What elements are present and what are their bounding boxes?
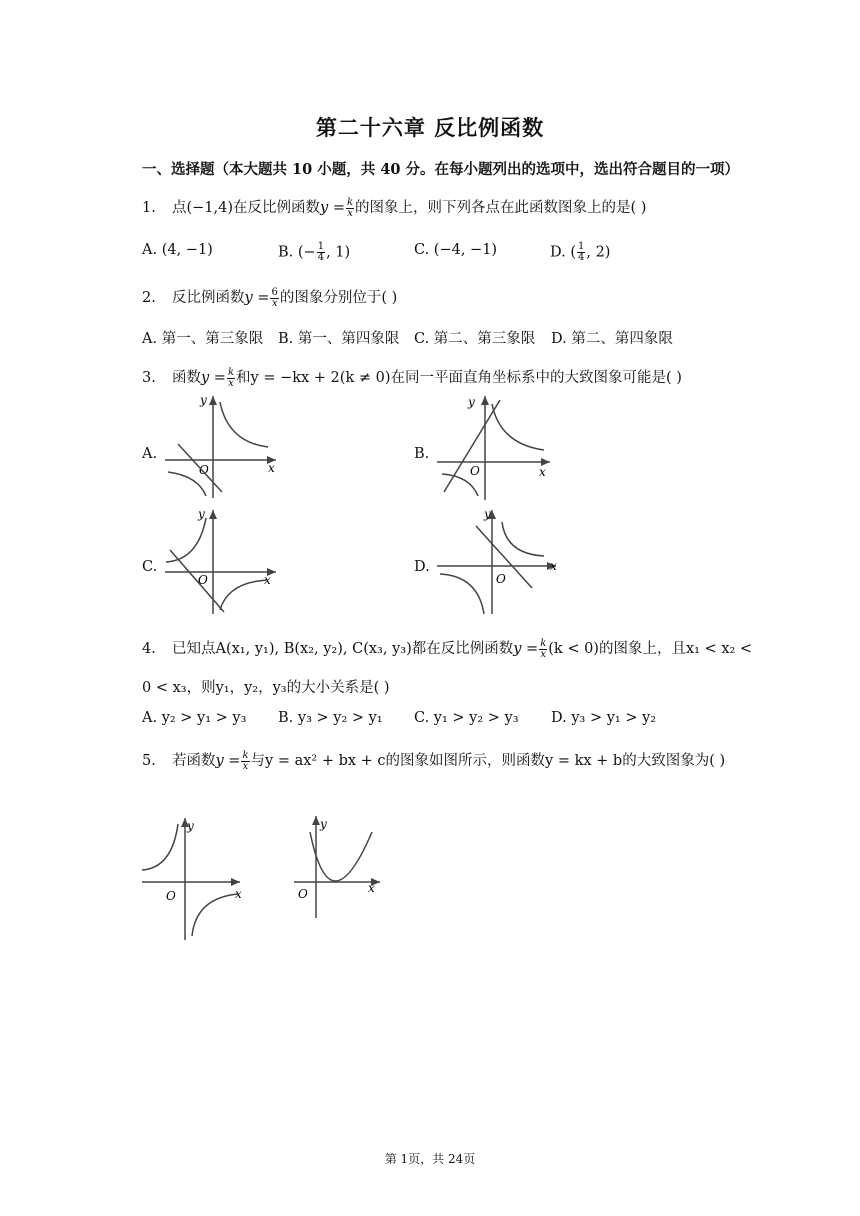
- option-c[interactable]: C. y₁ > y₂ > y₃: [414, 710, 519, 726]
- y-axis-label: y: [187, 819, 194, 833]
- y-axis-label: y: [468, 395, 475, 409]
- question-2: 2. 反比例函数y = $\frac{6}{x}$ 的图象分别位于( ): [142, 286, 398, 309]
- option-d[interactable]: D. ( $\frac{1}{4}$ , 2): [550, 241, 611, 263]
- fraction-k-over-x: $\frac{k}{x}$: [242, 749, 249, 772]
- option-d[interactable]: D. 第二、第四象限: [551, 331, 673, 347]
- y-axis-label: y: [200, 393, 207, 407]
- question-number: 4.: [142, 641, 156, 657]
- y-axis-label: y: [484, 507, 491, 521]
- x-axis-label: x: [264, 573, 271, 587]
- fraction-k-over-x: $\frac{k}{x}$: [227, 366, 235, 389]
- origin-label: O: [470, 464, 480, 478]
- question-4: 4. 已知点A(x₁, y₁), B(x₂, y₂), C(x₃, y₃)都在反比例函数y = $\frac{k}{x}$ (k < 0)的图象上，且x₁ < x₂ <: [142, 637, 753, 660]
- option-a[interactable]: A. y₂ > y₁ > y₃: [142, 710, 247, 726]
- fraction-k-over-x: $\frac{k}{x}$: [346, 196, 354, 219]
- option-a-label[interactable]: A.: [142, 446, 158, 462]
- question-number: 1.: [142, 200, 156, 216]
- page-title: 第二十六章 反比例函数: [315, 115, 545, 140]
- option-c[interactable]: C. (−4, −1): [414, 242, 498, 258]
- origin-label: O: [198, 573, 208, 587]
- graph-option-c[interactable]: [160, 506, 280, 616]
- section-heading: 一、选择题（本大题共 10 小题，共 40 分。在每小题列出的选项中，选出符合题目的一项）: [142, 161, 740, 178]
- formula-y: y =: [320, 200, 345, 216]
- option-b[interactable]: B. (− $\frac{1}{4}$ , 1): [278, 241, 351, 263]
- option-d[interactable]: D. y₃ > y₁ > y₂: [551, 710, 657, 726]
- graph-option-d[interactable]: [432, 506, 562, 616]
- option-d-label[interactable]: D.: [414, 559, 430, 575]
- option-a[interactable]: A. (4, −1): [142, 242, 213, 258]
- x-axis-label: x: [539, 465, 546, 479]
- option-b-label[interactable]: B.: [414, 446, 430, 462]
- x-axis-label: x: [268, 461, 275, 475]
- graph-reciprocal-function: [138, 812, 250, 942]
- fraction-six-over-x: $\frac{6}{x}$: [271, 286, 278, 309]
- x-axis-label: x: [368, 881, 375, 895]
- question-4-continued: 0 < x₃，则y₁，y₂，y₃的大小关系是( ): [142, 680, 390, 696]
- question-3: 3. 函数y = $\frac{k}{x}$ 和y = −kx + 2(k ≠ 0)在同一平面直角坐标系中的大致图象可能是( ): [142, 366, 682, 389]
- option-a[interactable]: A. 第一、第三象限: [142, 331, 264, 347]
- question-number: 3.: [142, 370, 156, 386]
- origin-label: O: [298, 887, 308, 901]
- origin-label: O: [199, 463, 209, 477]
- option-c[interactable]: C. 第二、第三象限: [414, 331, 536, 347]
- graph-parabola: [290, 812, 390, 922]
- origin-label: O: [496, 572, 506, 586]
- option-b[interactable]: B. y₃ > y₂ > y₁: [278, 710, 383, 726]
- origin-label: O: [166, 889, 176, 903]
- option-b[interactable]: B. 第一、第四象限: [278, 331, 400, 347]
- y-axis-label: y: [198, 507, 205, 521]
- page-footer: 第 1页，共 24页: [384, 1152, 476, 1166]
- question-text: 点(−1,4)在反比例函数: [172, 200, 321, 216]
- x-axis-label: x: [235, 887, 242, 901]
- option-c-label[interactable]: C.: [142, 559, 158, 575]
- graph-option-b[interactable]: [432, 392, 556, 502]
- question-text: 的图象上，则下列各点在此函数图象上的是( ): [355, 200, 647, 216]
- question-number: 2.: [142, 290, 156, 306]
- fraction-k-over-x: $\frac{k}{x}$: [540, 637, 547, 660]
- fraction-one-quarter: $\frac{1}{4}$: [317, 241, 325, 263]
- fraction-one-quarter: $\frac{1}{4}$: [577, 241, 585, 263]
- x-axis-label: x: [550, 559, 557, 573]
- question-number: 5.: [142, 753, 156, 769]
- y-axis-label: y: [320, 817, 327, 831]
- question-5: 5. 若函数y = $\frac{k}{x}$ 与y = ax² + bx + c的图象如图所示，则函数y = kx + b的大致图象为( ): [142, 749, 726, 772]
- graph-option-a[interactable]: [160, 392, 280, 502]
- question-1: [142, 196, 646, 219]
